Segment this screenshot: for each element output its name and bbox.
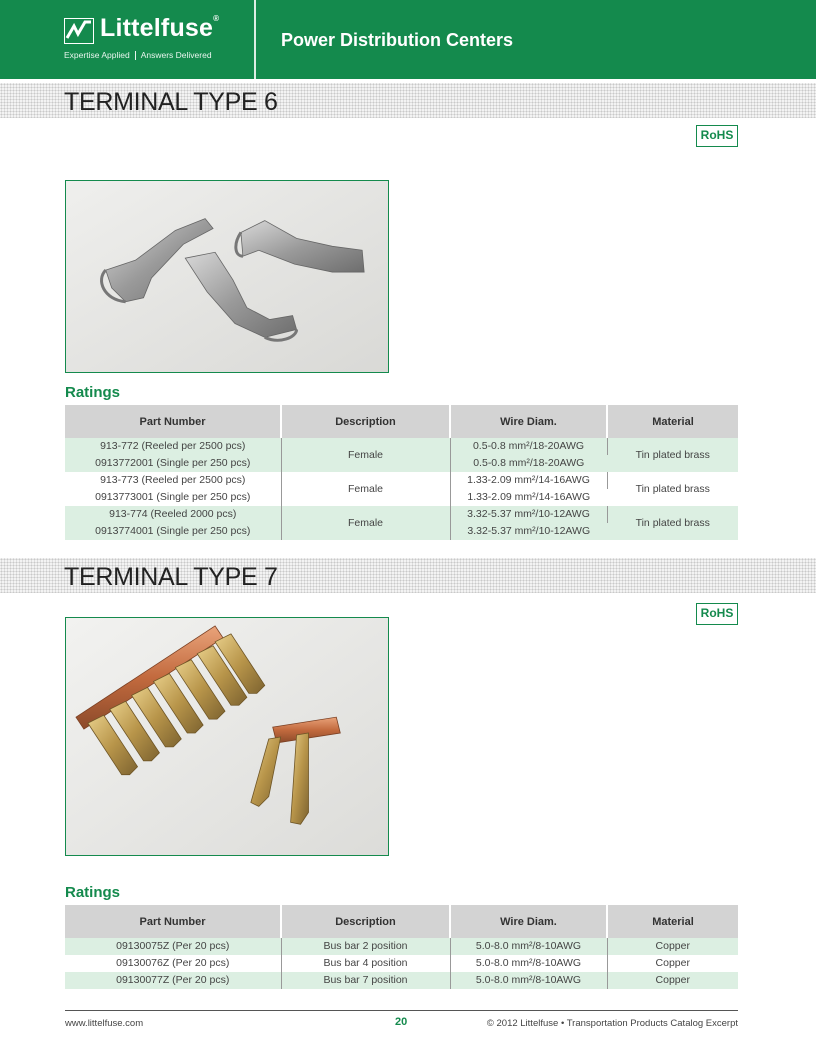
cell-part-number: 0913773001 (Single per 250 pcs) xyxy=(65,489,281,506)
cell-wire-diam: 3.32-5.37 mm²/10-12AWG xyxy=(450,506,607,523)
cell-description: Bus bar 4 position xyxy=(281,955,450,972)
table-header-row xyxy=(65,905,738,938)
cell-material: Copper xyxy=(607,938,738,955)
table-row xyxy=(65,972,738,989)
table-row xyxy=(65,506,738,523)
cell-description: Bus bar 7 position xyxy=(281,972,450,989)
cell-wire-diam: 5.0-8.0 mm²/8-10AWG xyxy=(450,938,607,955)
header-divider xyxy=(254,0,256,79)
cell-wire-diam: 5.0-8.0 mm²/8-10AWG xyxy=(450,955,607,972)
cell-material: Copper xyxy=(607,972,738,989)
cell-description: Female xyxy=(281,438,450,472)
brand-name: Littelfuse® xyxy=(100,14,220,42)
cell-part-number: 0913772001 (Single per 250 pcs) xyxy=(65,455,281,472)
cell-wire-diam: 3.32-5.37 mm²/10-12AWG xyxy=(450,523,607,540)
cell-material: Tin plated brass xyxy=(607,472,738,506)
table-header-row xyxy=(65,405,738,438)
page-number: 20 xyxy=(395,1016,408,1028)
column-header-wire-diam: Wire Diam. xyxy=(450,905,607,938)
section-band-type-7 xyxy=(0,558,816,593)
ratings-heading: Ratings xyxy=(65,884,121,901)
ratings-heading: Ratings xyxy=(65,384,121,401)
cell-wire-diam: 0.5-0.8 mm²/18-20AWG xyxy=(450,438,607,455)
terminal-type-7-photo xyxy=(65,617,389,856)
cell-wire-diam: 1.33-2.09 mm²/14-16AWG xyxy=(450,472,607,489)
cell-part-number: 913-772 (Reeled per 2500 pcs) xyxy=(65,438,281,455)
section-band-type-6 xyxy=(0,83,816,118)
cell-part-number: 09130076Z (Per 20 pcs) xyxy=(65,955,281,972)
column-header-description: Description xyxy=(281,905,450,938)
footer-website-link[interactable]: www.littelfuse.com xyxy=(65,1018,144,1029)
cell-part-number: 0913774001 (Single per 250 pcs) xyxy=(65,523,281,540)
cell-part-number: 09130075Z (Per 20 pcs) xyxy=(65,938,281,955)
cell-wire-diam: 0.5-0.8 mm²/18-20AWG xyxy=(450,455,607,472)
cell-description: Female xyxy=(281,472,450,506)
footer-copyright: © 2012 Littelfuse • Transportation Products Catalog Excerpt xyxy=(486,1018,738,1029)
footer-divider xyxy=(65,1010,738,1011)
cell-part-number: 913-774 (Reeled 2000 pcs) xyxy=(65,506,281,523)
section-title: TERMINAL TYPE 7 xyxy=(64,563,278,591)
table-row xyxy=(65,472,738,489)
cell-part-number: 913-773 (Reeled per 2500 pcs) xyxy=(65,472,281,489)
cell-wire-diam: 5.0-8.0 mm²/8-10AWG xyxy=(450,972,607,989)
column-header-material: Material xyxy=(607,405,738,438)
rohs-badge: RoHS xyxy=(696,125,738,147)
littelfuse-logo-icon xyxy=(64,18,94,44)
column-header-description: Description xyxy=(281,405,450,438)
rohs-badge: RoHS xyxy=(696,603,738,625)
ratings-table-type-6 xyxy=(65,405,738,540)
table-row xyxy=(65,438,738,455)
column-header-wire-diam: Wire Diam. xyxy=(450,405,607,438)
terminal-type-6-photo xyxy=(65,180,389,373)
column-header-part-number: Part Number xyxy=(65,905,281,938)
cell-material: Tin plated brass xyxy=(607,438,738,472)
page-header xyxy=(0,0,816,79)
table-row xyxy=(65,955,738,972)
cell-material: Copper xyxy=(607,955,738,972)
column-header-part-number: Part Number xyxy=(65,405,281,438)
cell-description: Bus bar 2 position xyxy=(281,938,450,955)
column-header-material: Material xyxy=(607,905,738,938)
cell-part-number: 09130077Z (Per 20 pcs) xyxy=(65,972,281,989)
cell-description: Female xyxy=(281,506,450,540)
cell-wire-diam: 1.33-2.09 mm²/14-16AWG xyxy=(450,489,607,506)
page-title: Power Distribution Centers xyxy=(281,30,514,50)
brand-tagline: Expertise Applied Answers Delivered xyxy=(64,50,212,60)
section-title: TERMINAL TYPE 6 xyxy=(64,88,278,116)
ratings-table-type-7 xyxy=(65,905,738,989)
cell-material: Tin plated brass xyxy=(607,506,738,540)
table-row xyxy=(65,938,738,955)
